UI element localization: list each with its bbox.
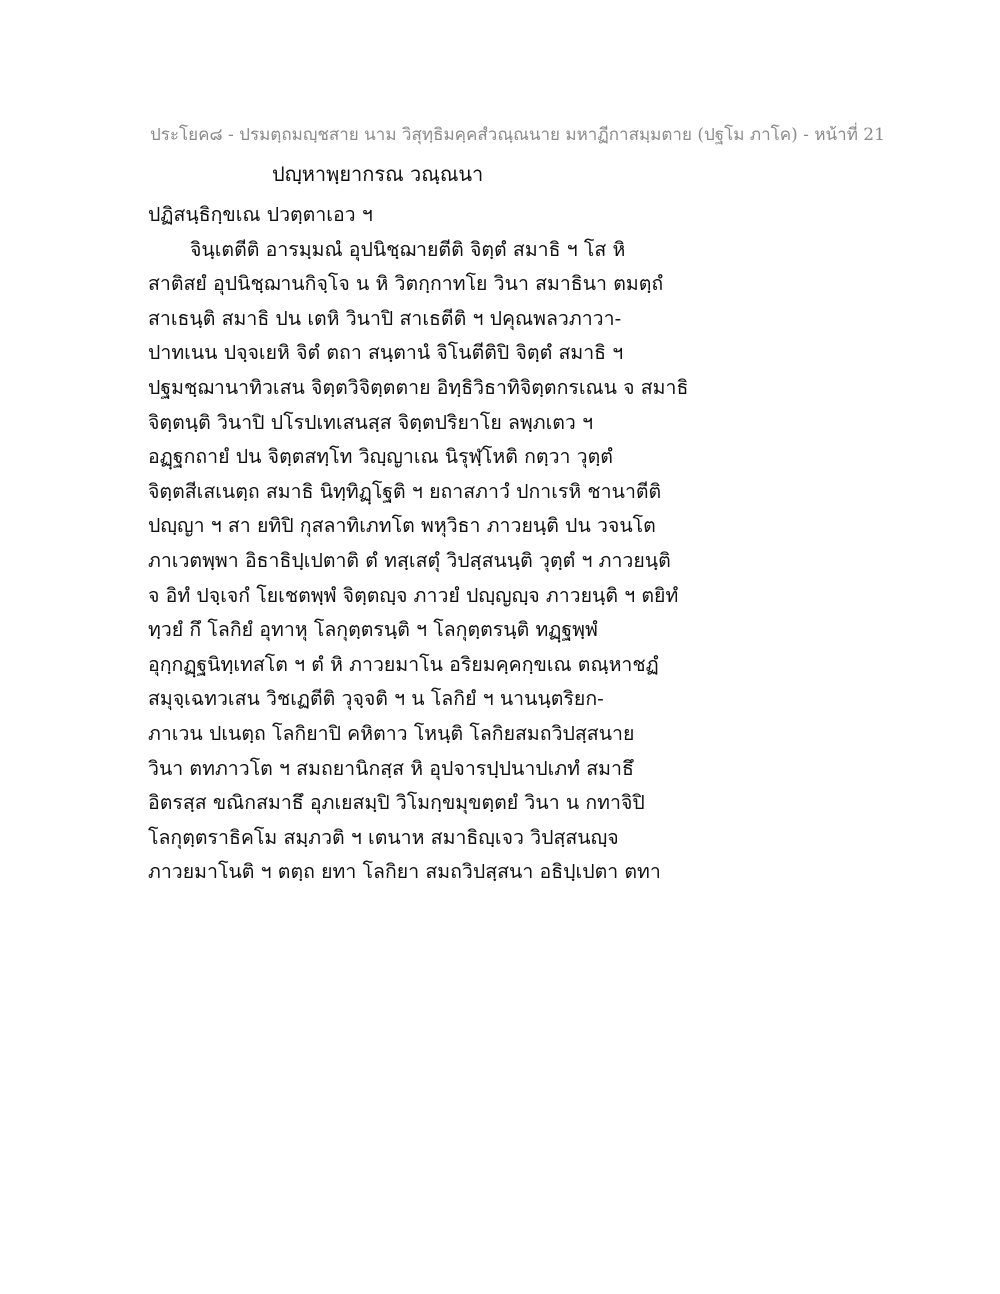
text-line: จิตฺตสีเสเนตฺถ สมาธิ นิทฺทิฏฺโฐติ ฯ ยถาสภาวํ ปกาเรหิ ชานาตีติ bbox=[148, 479, 662, 503]
text-line: ปาทเนน ปจฺจเยหิ จิตํ ตถา สนฺตานํ จิโนตีติปิ จิตฺตํ สมาธิ ฯ bbox=[148, 341, 624, 365]
text-line: สาเธนฺติ สมาธิ ปน เตหิ วินาปิ สาเธตีติ ฯ ปคุณพลวภาวา- bbox=[148, 306, 622, 330]
text-line: จ อิทํ ปจฺเจกํ โยเชตพฺพํ จิตฺตญฺจ ภาวยํ ปญฺญญฺจ ภาวยนฺติ ฯ ตยิทํ bbox=[148, 583, 679, 607]
text-line: ภาเวน ปเนตฺถ โลกิยาปิ คหิตาว โหนฺติ โลกิยสมถวิปสฺสนาย bbox=[148, 721, 635, 745]
text-line: ทฺวยํ กึ โลกิยํ อุทาหุ โลกุตฺตรนฺติ ฯ โลกุตฺตรนฺติ ทฏฺฐพฺพํ bbox=[148, 618, 598, 642]
text-line: ภาวยมาโนติ ฯ ตตฺถ ยทา โลกิยา สมถวิปสฺสนา อธิปฺเปตา ตทา bbox=[148, 860, 661, 884]
text-line: จินฺเตตีติ อารมฺมณํ อุปนิชฺฌายตีติ จิตฺตํ สมาธิ ฯ โส หิ bbox=[190, 237, 626, 261]
text-line: สมุจฺเฉทวเสน วิชเฏตีติ วุจฺจติ ฯ น โลกิยํ ฯ นานนฺตริยก- bbox=[148, 687, 604, 711]
text-line: สาติสยํ อุปนิชฺฌานกิจฺโจ น หิ วิตกฺกาทโย วินา สมาธินา ตมตฺถํ bbox=[148, 272, 664, 296]
text-line: วินา ตทภาวโต ฯ สมถยานิกสฺส หิ อุปจารปฺปนาปเภทํ สมาธึ bbox=[148, 756, 634, 780]
text-line: ปญฺญา ฯ สา ยทิปิ กุสลาทิเภทโต พหุวิธา ภาวยนฺติ ปน วจนโต bbox=[148, 514, 656, 538]
text-line: ปฏิสนฺธิกฺขเณ ปวตฺตาเอว ฯ bbox=[148, 203, 373, 226]
body-text bbox=[148, 198, 848, 890]
text-line: ภาเวตพฺพา อิธาธิปฺเปตาติ ตํ ทสฺเสตุํ วิปสฺสนนฺติ วุตฺตํ ฯ ภาวยนฺติ bbox=[148, 548, 671, 572]
text-line: จิตฺตนฺติ วินาปิ ปโรปเทเสนสฺส จิตฺตปริยาโย ลพฺภเตว ฯ bbox=[148, 410, 594, 434]
text-line: ปฐมชฺฌานาทิวเสน จิตฺตวิจิตฺตตาย อิทฺธิวิธาทิจิตฺตกรเณน จ สมาธิ bbox=[148, 375, 689, 399]
section-heading: ปญฺหาพฺยากรณ วณฺณนา bbox=[272, 162, 484, 186]
text-line: อุกฺกฏฺฐนิทฺเทสโต ฯ ตํ หิ ภาวยมาโน อริยมคฺคกฺขเณ ตณฺหาชฏํ bbox=[148, 652, 659, 676]
page-header: ประโยค๘ - ปรมตฺถมญฺชสาย นาม วิสุทฺธิมคฺคสํวณฺณนาย มหาฏีกาสมฺมตาย (ปฐโม ภาโค) - หน้าที่ 21 bbox=[150, 125, 885, 145]
text-line: อิตรสฺส ขณิกสมาธึ อุภเยสมฺปิ วิโมกฺขมุขตฺตยํ วินา น กทาจิปิ bbox=[148, 791, 645, 815]
text-line: อฏฺฐกถายํ ปน จิตฺตสทฺโท วิญฺญาเณ นิรุฬฺโหติ กตฺวา วุตฺตํ bbox=[148, 445, 613, 469]
text-line: โลกุตฺตราธิคโม สมฺภวติ ฯ เตนาห สมาธิญฺเจว วิปสฺสนญฺจ bbox=[148, 825, 619, 849]
